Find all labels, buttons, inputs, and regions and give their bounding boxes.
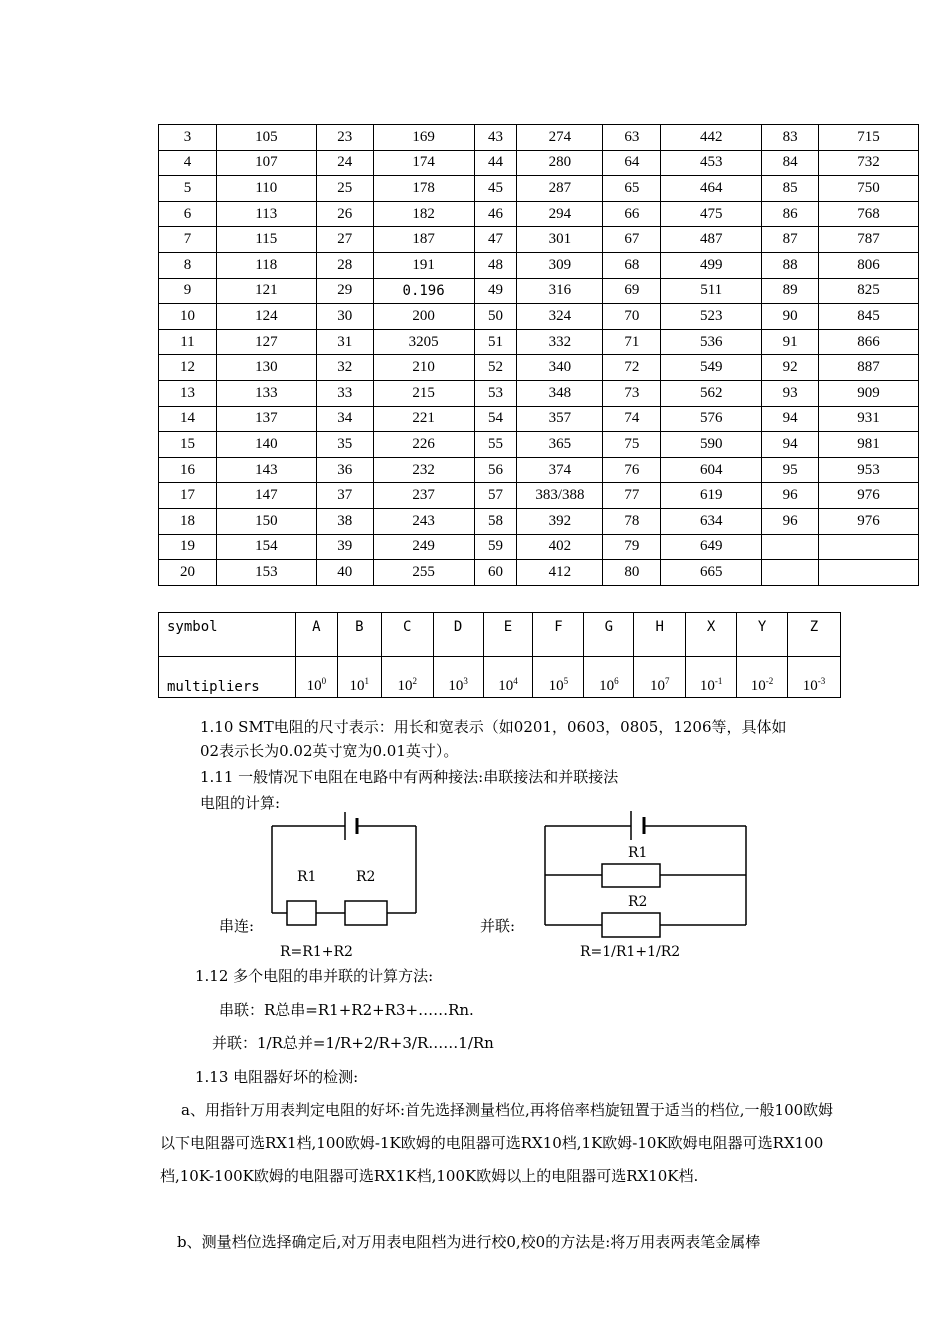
multiplier-cell xyxy=(584,657,634,698)
table-cell: 287 xyxy=(517,176,603,202)
table-cell: 13 xyxy=(159,380,217,406)
table-cell: 866 xyxy=(819,329,919,355)
table-cell: 619 xyxy=(661,483,762,509)
table-cell: 70 xyxy=(603,304,661,330)
table-cell: 93 xyxy=(762,380,819,406)
table-cell: 133 xyxy=(216,380,316,406)
table-cell: 412 xyxy=(517,560,603,586)
table-row xyxy=(159,125,919,151)
table-cell: 84 xyxy=(762,150,819,176)
multiplier-cell xyxy=(533,657,584,698)
table-cell: 178 xyxy=(373,176,474,202)
table-cell: 825 xyxy=(819,278,919,304)
section-1-10-line1: 1.10 SMT电阻的尺寸表示：用长和宽表示（如0201，0603，0805，1206等，具体如 xyxy=(200,718,787,736)
symbol-cell: H xyxy=(634,613,686,657)
table-cell: 127 xyxy=(216,329,316,355)
table-cell: 33 xyxy=(316,380,373,406)
table-cell: 453 xyxy=(661,150,762,176)
table-cell: 604 xyxy=(661,457,762,483)
table-cell: 58 xyxy=(474,508,517,534)
table-cell xyxy=(762,534,819,560)
table-cell: 255 xyxy=(373,560,474,586)
multiplier-base: 10 xyxy=(750,678,766,694)
table-cell: 3205 xyxy=(373,329,474,355)
table-cell: 51 xyxy=(474,329,517,355)
table-row xyxy=(159,355,919,381)
table-cell: 14 xyxy=(159,406,217,432)
table-cell: 137 xyxy=(216,406,316,432)
multiplier-exponent: -1 xyxy=(714,676,723,686)
resistor-value-table xyxy=(158,124,919,586)
table-cell: 487 xyxy=(661,227,762,253)
calc-label: 电阻的计算: xyxy=(200,794,281,812)
table-row xyxy=(159,252,919,278)
multiplier-base: 10 xyxy=(649,678,665,694)
table-cell: 200 xyxy=(373,304,474,330)
table-cell: 121 xyxy=(216,278,316,304)
table-cell: 887 xyxy=(819,355,919,381)
series-r1-label: R1 xyxy=(297,869,317,885)
table-cell: 46 xyxy=(474,201,517,227)
table-row xyxy=(159,201,919,227)
table-cell: 27 xyxy=(316,227,373,253)
table-cell: 909 xyxy=(819,380,919,406)
table-cell: 18 xyxy=(159,508,217,534)
table-cell: 511 xyxy=(661,278,762,304)
multiplier-base: 10 xyxy=(349,678,365,694)
table-cell: 118 xyxy=(216,252,316,278)
table-cell: 383/388 xyxy=(517,483,603,509)
symbol-cell: C xyxy=(381,613,433,657)
parallel-r1-label: R1 xyxy=(628,845,648,861)
table-cell: 147 xyxy=(216,483,316,509)
multiplier-cell xyxy=(634,657,686,698)
table-cell: 55 xyxy=(474,432,517,458)
table-cell: 357 xyxy=(517,406,603,432)
table-cell: 10 xyxy=(159,304,217,330)
multiplier-exponent: 2 xyxy=(412,676,417,686)
table-cell xyxy=(819,534,919,560)
table-cell: 39 xyxy=(316,534,373,560)
table-cell: 74 xyxy=(603,406,661,432)
table-cell: 44 xyxy=(474,150,517,176)
multiplier-base: 10 xyxy=(448,678,464,694)
table-cell: 316 xyxy=(517,278,603,304)
table-cell: 536 xyxy=(661,329,762,355)
table-cell: 96 xyxy=(762,508,819,534)
multiplier-cell xyxy=(337,657,381,698)
table-row xyxy=(159,432,919,458)
table-cell: 215 xyxy=(373,380,474,406)
multiplier-cell xyxy=(686,657,737,698)
table-cell: 20 xyxy=(159,560,217,586)
table-cell: 80 xyxy=(603,560,661,586)
multiplier-base: 10 xyxy=(802,678,818,694)
table-cell: 15 xyxy=(159,432,217,458)
parallel-formula: R=1/R1+1/R2 xyxy=(580,944,681,960)
table-cell: 79 xyxy=(603,534,661,560)
table-cell: 19 xyxy=(159,534,217,560)
table-cell: 38 xyxy=(316,508,373,534)
table-cell: 7 xyxy=(159,227,217,253)
table-cell: 0.196 xyxy=(373,278,474,304)
series-formula: R=R1+R2 xyxy=(280,944,353,960)
multiplier-cell xyxy=(433,657,483,698)
table-cell: 40 xyxy=(316,560,373,586)
multiplier-base: 10 xyxy=(548,678,564,694)
paragraph-a: a、用指针万用表判定电阻的好坏:首先选择测量档位,再将倍率档旋钮置于适当的档位,一般100欧姆以下电阻器可选RX1档,100欧姆-1K欧姆的电阻器可选RX10档,1K欧姆-10K欧姆电阻器可选RX100档,10K-100K欧姆的电阻器可选RX1K档,100K欧姆以上的电阻器可选RX10K档. xyxy=(160,1101,834,1185)
table-cell: 94 xyxy=(762,406,819,432)
table-cell: 169 xyxy=(373,125,474,151)
table-cell: 3 xyxy=(159,125,217,151)
table-cell: 30 xyxy=(316,304,373,330)
table-cell: 56 xyxy=(474,457,517,483)
table-cell: 48 xyxy=(474,252,517,278)
multiplier-base: 10 xyxy=(306,678,322,694)
table-cell: 590 xyxy=(661,432,762,458)
table-cell: 237 xyxy=(373,483,474,509)
table-cell: 50 xyxy=(474,304,517,330)
section-1-13: 1.13 电阻器好坏的检测: xyxy=(195,1068,359,1086)
symbol-cell: A xyxy=(295,613,337,657)
table-cell: 65 xyxy=(603,176,661,202)
table-cell: 54 xyxy=(474,406,517,432)
table-cell xyxy=(762,560,819,586)
table-cell: 348 xyxy=(517,380,603,406)
table-cell: 249 xyxy=(373,534,474,560)
table-row xyxy=(159,304,919,330)
table-cell: 309 xyxy=(517,252,603,278)
table-cell: 523 xyxy=(661,304,762,330)
table-cell: 665 xyxy=(661,560,762,586)
table-cell: 53 xyxy=(474,380,517,406)
table-row xyxy=(159,278,919,304)
table-cell: 52 xyxy=(474,355,517,381)
table-cell: 5 xyxy=(159,176,217,202)
table-cell: 12 xyxy=(159,355,217,381)
section-1-11: 1.11 一般情况下电阻在电路中有两种接法:串联接法和并联接法 xyxy=(200,768,619,786)
table-cell: 73 xyxy=(603,380,661,406)
symbol-cell: B xyxy=(337,613,381,657)
multiplier-base: 10 xyxy=(498,678,514,694)
table-cell: 226 xyxy=(373,432,474,458)
table-cell: 243 xyxy=(373,508,474,534)
table-cell: 124 xyxy=(216,304,316,330)
table-row xyxy=(159,227,919,253)
multiplier-table xyxy=(158,612,841,698)
series-calculation: 串联：R总串=R1+R2+R3+……Rn. xyxy=(219,1001,474,1019)
table-cell: 332 xyxy=(517,329,603,355)
section-1-10-line2: 02表示长为0.02英寸宽为0.01英寸）。 xyxy=(200,742,459,760)
table-cell: 43 xyxy=(474,125,517,151)
table-cell: 110 xyxy=(216,176,316,202)
table-row xyxy=(159,380,919,406)
table-cell: 31 xyxy=(316,329,373,355)
table-cell: 75 xyxy=(603,432,661,458)
table-cell: 68 xyxy=(603,252,661,278)
symbol-cell: E xyxy=(483,613,533,657)
table-cell: 23 xyxy=(316,125,373,151)
table-cell: 9 xyxy=(159,278,217,304)
multiplier-exponent: 7 xyxy=(664,676,670,686)
paragraph-b: b、测量档位选择确定后,对万用表电阻档为进行校0,校0的方法是:将万用表两表笔金属棒 xyxy=(177,1233,761,1251)
table-cell: 115 xyxy=(216,227,316,253)
series-r2-label: R2 xyxy=(356,869,376,885)
table-cell: 768 xyxy=(819,201,919,227)
table-cell: 35 xyxy=(316,432,373,458)
symbol-cell: X xyxy=(686,613,737,657)
table-cell: 57 xyxy=(474,483,517,509)
multiplier-cell xyxy=(381,657,433,698)
table-cell: 87 xyxy=(762,227,819,253)
section-1-12: 1.12 多个电阻的串并联的计算方法: xyxy=(195,967,434,985)
table-cell: 464 xyxy=(661,176,762,202)
symbol-cell: D xyxy=(433,613,483,657)
table-cell: 806 xyxy=(819,252,919,278)
table-cell: 78 xyxy=(603,508,661,534)
table-cell: 67 xyxy=(603,227,661,253)
table-cell: 92 xyxy=(762,355,819,381)
table-cell: 94 xyxy=(762,432,819,458)
table-cell: 69 xyxy=(603,278,661,304)
series-label: 串连: xyxy=(219,917,255,935)
table-row xyxy=(159,176,919,202)
table-cell: 24 xyxy=(316,150,373,176)
table-cell: 301 xyxy=(517,227,603,253)
table-row xyxy=(159,406,919,432)
table-cell: 634 xyxy=(661,508,762,534)
table-cell: 562 xyxy=(661,380,762,406)
table-cell: 750 xyxy=(819,176,919,202)
table-cell: 981 xyxy=(819,432,919,458)
table-row xyxy=(159,329,919,355)
table-cell: 475 xyxy=(661,201,762,227)
table-cell: 28 xyxy=(316,252,373,278)
table-cell: 154 xyxy=(216,534,316,560)
table-cell: 499 xyxy=(661,252,762,278)
table-cell: 96 xyxy=(762,483,819,509)
table-cell: 90 xyxy=(762,304,819,330)
multiplier-base: 10 xyxy=(397,678,413,694)
table-cell: 6 xyxy=(159,201,217,227)
table-cell: 392 xyxy=(517,508,603,534)
multiplier-exponent: -3 xyxy=(817,676,826,686)
table-cell: 442 xyxy=(661,125,762,151)
table-cell: 95 xyxy=(762,457,819,483)
table-cell: 36 xyxy=(316,457,373,483)
symbol-cell: Y xyxy=(737,613,788,657)
table-cell: 143 xyxy=(216,457,316,483)
table-cell: 8 xyxy=(159,252,217,278)
table-cell xyxy=(819,560,919,586)
table-row xyxy=(159,150,919,176)
parallel-circuit-diagram xyxy=(540,805,755,965)
table-cell: 130 xyxy=(216,355,316,381)
table-cell: 845 xyxy=(819,304,919,330)
table-cell: 174 xyxy=(373,150,474,176)
table-cell: 182 xyxy=(373,201,474,227)
symbol-cell: F xyxy=(533,613,584,657)
table-cell: 402 xyxy=(517,534,603,560)
table-cell: 91 xyxy=(762,329,819,355)
table-cell: 340 xyxy=(517,355,603,381)
table-cell: 976 xyxy=(819,483,919,509)
table-cell: 150 xyxy=(216,508,316,534)
table-cell: 47 xyxy=(474,227,517,253)
table-cell: 26 xyxy=(316,201,373,227)
table-cell: 72 xyxy=(603,355,661,381)
table-cell: 274 xyxy=(517,125,603,151)
table-cell: 210 xyxy=(373,355,474,381)
multiplier-exponent: 6 xyxy=(614,676,619,686)
table-cell: 187 xyxy=(373,227,474,253)
multiplier-exponent: 3 xyxy=(463,676,468,686)
symbol-label: symbol xyxy=(159,613,296,657)
table-cell: 63 xyxy=(603,125,661,151)
multipliers-label: multipliers xyxy=(159,657,296,698)
table-cell: 140 xyxy=(216,432,316,458)
table-cell: 71 xyxy=(603,329,661,355)
table-cell: 649 xyxy=(661,534,762,560)
table-cell: 732 xyxy=(819,150,919,176)
multiplier-exponent: 1 xyxy=(364,676,370,686)
table-cell: 83 xyxy=(762,125,819,151)
multiplier-base: 10 xyxy=(699,678,715,694)
table-cell: 232 xyxy=(373,457,474,483)
table-cell: 85 xyxy=(762,176,819,202)
multiplier-cell xyxy=(483,657,533,698)
table-cell: 113 xyxy=(216,201,316,227)
table-cell: 16 xyxy=(159,457,217,483)
table-cell: 105 xyxy=(216,125,316,151)
table-cell: 17 xyxy=(159,483,217,509)
table-cell: 59 xyxy=(474,534,517,560)
table-cell: 64 xyxy=(603,150,661,176)
multiplier-cell xyxy=(788,657,841,698)
table-cell: 86 xyxy=(762,201,819,227)
table-cell: 787 xyxy=(819,227,919,253)
table-cell: 4 xyxy=(159,150,217,176)
table-cell: 931 xyxy=(819,406,919,432)
parallel-calculation: 并联：1/R总并=1/R+2/R+3/R……1/Rn xyxy=(212,1034,494,1052)
multiplier-cell xyxy=(295,657,337,698)
multiplier-cell xyxy=(737,657,788,698)
table-cell: 11 xyxy=(159,329,217,355)
table-cell: 34 xyxy=(316,406,373,432)
symbol-cell: G xyxy=(584,613,634,657)
table-row xyxy=(159,560,919,586)
table-cell: 221 xyxy=(373,406,474,432)
multiplier-exponent: 0 xyxy=(321,676,327,686)
multiplier-exponent: 4 xyxy=(513,676,518,686)
table-cell: 45 xyxy=(474,176,517,202)
table-cell: 976 xyxy=(819,508,919,534)
table-cell: 89 xyxy=(762,278,819,304)
table-cell: 66 xyxy=(603,201,661,227)
table-cell: 25 xyxy=(316,176,373,202)
table-cell: 549 xyxy=(661,355,762,381)
table-cell: 77 xyxy=(603,483,661,509)
table-cell: 29 xyxy=(316,278,373,304)
table-cell: 32 xyxy=(316,355,373,381)
table-cell: 365 xyxy=(517,432,603,458)
table-cell: 953 xyxy=(819,457,919,483)
table-row xyxy=(159,508,919,534)
series-circuit-diagram xyxy=(265,810,425,960)
table-cell: 37 xyxy=(316,483,373,509)
table-cell: 88 xyxy=(762,252,819,278)
parallel-r2-label: R2 xyxy=(628,894,648,910)
symbol-cell: Z xyxy=(788,613,841,657)
table-row xyxy=(159,483,919,509)
multiplier-exponent: 5 xyxy=(563,676,569,686)
table-cell: 76 xyxy=(603,457,661,483)
table-cell: 576 xyxy=(661,406,762,432)
table-cell: 324 xyxy=(517,304,603,330)
table-cell: 153 xyxy=(216,560,316,586)
table-cell: 715 xyxy=(819,125,919,151)
table-cell: 280 xyxy=(517,150,603,176)
multiplier-base: 10 xyxy=(599,678,615,694)
table-cell: 191 xyxy=(373,252,474,278)
table-cell: 49 xyxy=(474,278,517,304)
table-row xyxy=(159,457,919,483)
table-cell: 374 xyxy=(517,457,603,483)
table-cell: 107 xyxy=(216,150,316,176)
parallel-label: 并联: xyxy=(480,917,516,935)
table-row xyxy=(159,534,919,560)
multiplier-exponent: -2 xyxy=(765,676,774,686)
table-cell: 60 xyxy=(474,560,517,586)
table-cell: 294 xyxy=(517,201,603,227)
